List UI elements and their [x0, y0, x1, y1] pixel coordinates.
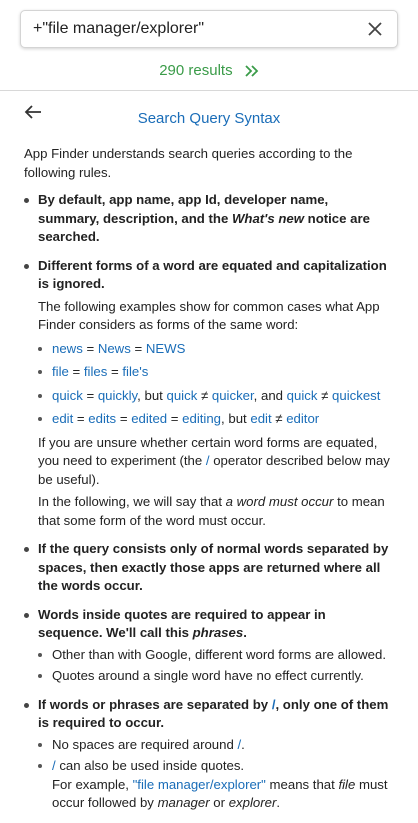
intro-text: App Finder understands search queries according to the following rules. [24, 146, 353, 180]
rule-paragraph: In the following, we will say that a word must occur to mean that some form of the word must occur. [38, 494, 385, 528]
rule-heading: Different forms of a word are equated and capitalization is ignored. [38, 257, 387, 291]
rule-heading: Words inside quotes are required to appear in sequence. We'll call this phrases. [38, 606, 326, 640]
rule-phrases [24, 606, 392, 686]
sub-item: / can also be used inside quotes. For example, "file manager/explorer" means that file must occur followed by manager or explorer. [38, 757, 392, 813]
search-bar[interactable] [20, 10, 398, 48]
results-label: results [188, 62, 233, 79]
divider [0, 90, 418, 91]
close-icon[interactable] [367, 21, 383, 37]
sub-item: Other than with Google, different word forms are allowed. [38, 646, 392, 665]
rule-default-fields [24, 191, 392, 247]
sub-item: Quotes around a single word have no effect currently. [38, 667, 392, 686]
rule-paragraph: If you are unsure whether certain word forms are equated, you need to experiment (the / operator described below may be useful). [38, 434, 390, 487]
rule-heading: If words or phrases are separated by /, only one of them is required to occur. [38, 696, 389, 730]
example-item: quick = quickly, but quick ≠ quicker, and quick ≠ quickest [38, 387, 392, 406]
rule-word-forms [24, 257, 392, 531]
example-item: news = News = NEWS [38, 340, 392, 359]
rule-text: By default, app name, app Id, developer name, summary, description, and the What's new notice are searched. [38, 192, 370, 244]
sub-item: No spaces are required around /. [38, 736, 392, 755]
example-item: edit = edits = edited = editing, but edit ≠ editor [38, 410, 392, 429]
example-item: file = files = file's [38, 363, 392, 382]
results-count[interactable] [0, 62, 418, 79]
double-chevron-right-icon[interactable] [245, 65, 259, 77]
results-number: 290 [159, 62, 185, 79]
rule-paragraph: The following examples show for common cases what App Finder considers as forms of the same word: [38, 298, 380, 332]
search-input[interactable]: +"file manager/explorer" [33, 20, 204, 37]
rule-normal-words [24, 540, 392, 596]
rule-alternatives [24, 696, 392, 813]
page-title: Search Query Syntax [137, 110, 281, 127]
rule-heading: If the query consists only of normal words separated by spaces, then exactly those apps are returned where all the words occur. [38, 541, 389, 593]
syntax-help-content [24, 145, 392, 823]
